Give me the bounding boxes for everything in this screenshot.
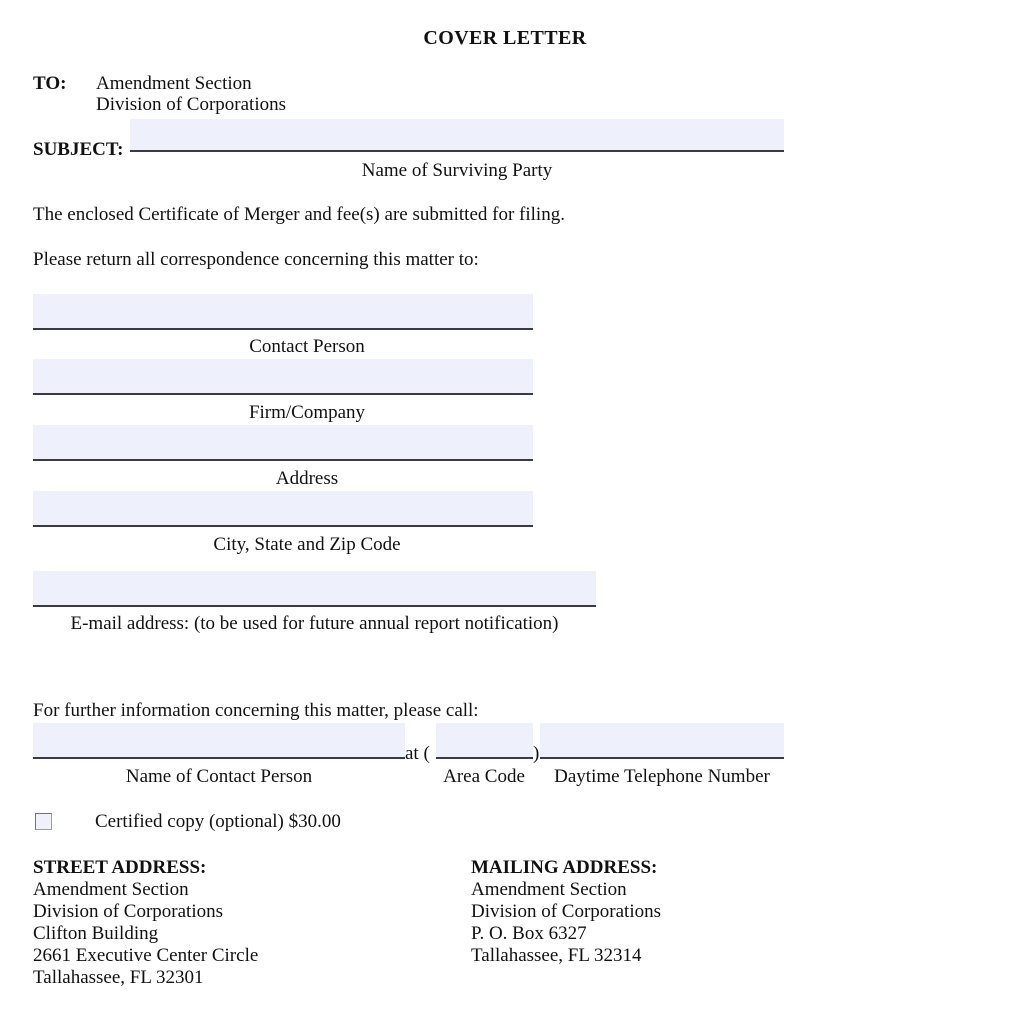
subject-input[interactable]: [130, 119, 784, 152]
certified-copy-label: Certified copy (optional) $30.00: [95, 811, 341, 832]
certified-copy-checkbox-wrapper[interactable]: [35, 813, 52, 830]
to-recipient-line-1: Amendment Section: [96, 73, 252, 94]
street-address-line-4: 2661 Executive Center Circle: [33, 945, 259, 966]
email-address-caption: E-mail address: (to be used for future annual report notification): [70, 613, 559, 634]
mailing-address-line-1: Amendment Section: [471, 879, 627, 900]
to-recipient-line-2: Division of Corporations: [96, 94, 286, 115]
telephone-number-input[interactable]: [540, 723, 784, 759]
mailing-address-line-3: P. O. Box 6327: [471, 923, 587, 944]
street-address-line-3: Clifton Building: [33, 923, 159, 944]
subject-caption: Name of Surviving Party: [361, 160, 553, 181]
contact-name-phone-input[interactable]: [33, 723, 405, 759]
address-caption: Address: [275, 468, 339, 489]
mailing-address-line-2: Division of Corporations: [471, 901, 661, 922]
subject-label: SUBJECT:: [33, 139, 124, 160]
mailing-address-line-4: Tallahassee, FL 32314: [471, 945, 642, 966]
area-code-input[interactable]: [436, 723, 533, 759]
return-correspondence-statement: Please return all correspondence concerning this matter to:: [33, 249, 479, 270]
page-title: COVER LETTER: [423, 27, 587, 49]
to-label: TO:: [33, 73, 67, 94]
street-address-line-1: Amendment Section: [33, 879, 189, 900]
city-state-zip-caption: City, State and Zip Code: [213, 534, 401, 555]
area-code-caption: Area Code: [443, 766, 525, 787]
merger-statement: The enclosed Certificate of Merger and fee(s) are submitted for filing.: [33, 204, 565, 225]
street-address-line-5: Tallahassee, FL 32301: [33, 967, 204, 988]
telephone-number-caption: Daytime Telephone Number: [554, 766, 770, 787]
contact-person-caption: Contact Person: [249, 336, 365, 357]
mailing-address-heading: MAILING ADDRESS:: [471, 857, 658, 878]
certified-copy-checkbox[interactable]: [35, 813, 52, 830]
city-state-zip-input[interactable]: [33, 491, 533, 527]
address-input[interactable]: [33, 425, 533, 461]
email-address-input[interactable]: [33, 571, 596, 607]
mailing-address-block: [471, 857, 661, 967]
to-recipient-block: [96, 73, 286, 115]
street-address-block: [33, 857, 258, 989]
street-address-heading: STREET ADDRESS:: [33, 857, 207, 878]
firm-company-input[interactable]: [33, 359, 533, 395]
further-information-statement: For further information concerning this matter, please call:: [33, 700, 479, 721]
phone-separator-close: ): [533, 743, 540, 764]
firm-company-caption: Firm/Company: [248, 402, 366, 423]
phone-separator-open: at (: [405, 743, 430, 764]
street-address-line-2: Division of Corporations: [33, 901, 223, 922]
contact-person-input[interactable]: [33, 294, 533, 330]
contact-name-phone-caption: Name of Contact Person: [125, 766, 313, 787]
